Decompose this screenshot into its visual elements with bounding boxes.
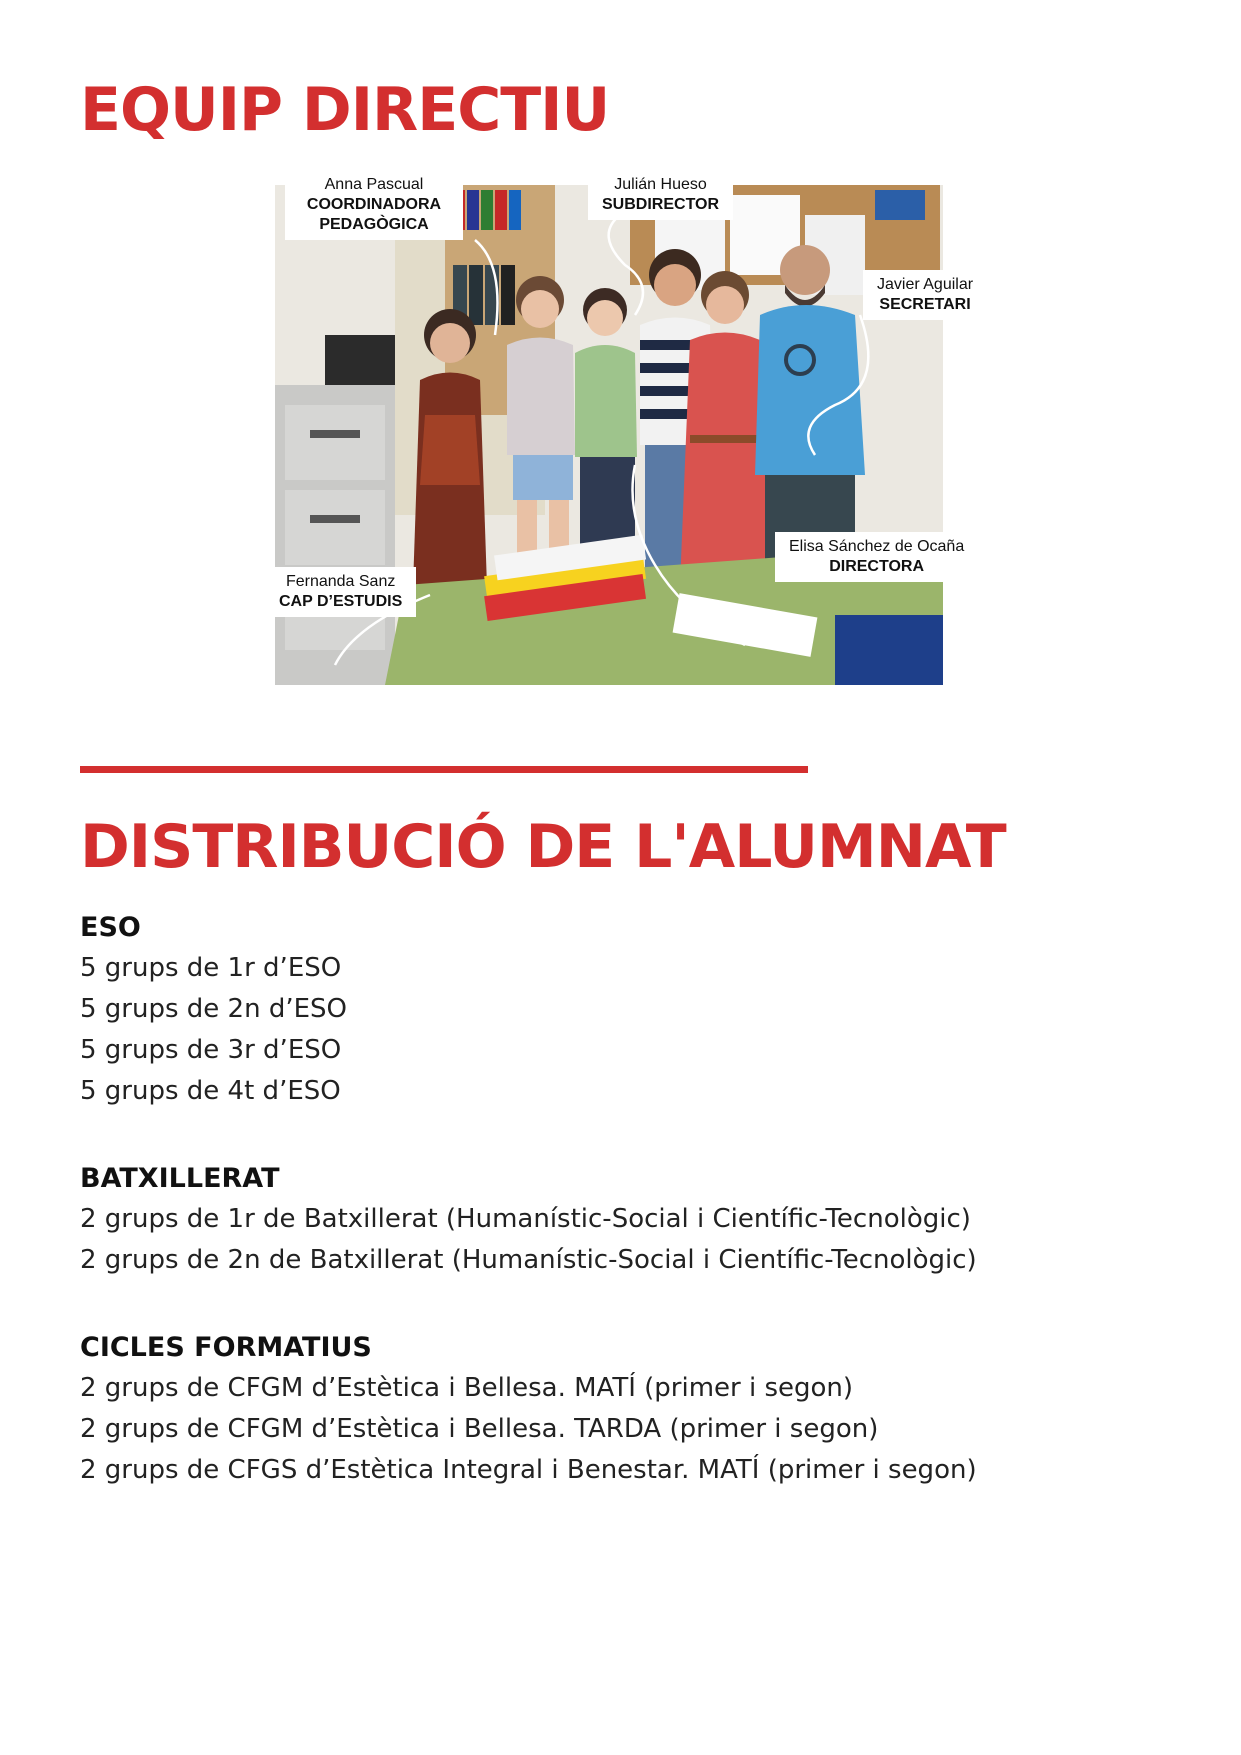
elisa-role: DIRECTORA bbox=[829, 558, 925, 575]
list-item: 2 grups de CFGM d’Estètica i Bellesa. TARDA (primer i segon) bbox=[80, 1414, 879, 1444]
list-item: 5 grups de 2n d’ESO bbox=[80, 994, 348, 1024]
section-title: DISTRIBUCIÓ DE L'ALUMNAT bbox=[80, 812, 1006, 882]
list-item: 5 grups de 4t d’ESO bbox=[80, 1076, 341, 1106]
group-eso bbox=[80, 907, 1180, 1112]
list-item: 5 grups de 1r d’ESO bbox=[80, 953, 342, 983]
list-item: 2 grups de CFGS d’Estètica Integral i Benestar. MATÍ (primer i segon) bbox=[80, 1455, 977, 1485]
team-photo bbox=[275, 176, 974, 685]
group-heading: BATXILLERAT bbox=[80, 1163, 280, 1194]
list-item: 2 grups de 2n de Batxillerat (Humanístic-Social i Científic-Tecnològic) bbox=[80, 1245, 977, 1275]
julian-role: SUBDIRECTOR bbox=[602, 196, 720, 213]
label-anna-pascual bbox=[285, 170, 463, 240]
elisa-name: Elisa Sánchez de Ocaña bbox=[789, 538, 965, 555]
label-javier-aguilar bbox=[863, 270, 987, 320]
list-item: 2 grups de CFGM d’Estètica i Bellesa. MATÍ (primer i segon) bbox=[80, 1373, 854, 1403]
group-batxillerat bbox=[80, 1158, 1180, 1281]
julian-name: Julián Hueso bbox=[614, 176, 707, 193]
label-julian-hueso bbox=[588, 170, 733, 220]
list-item: 5 grups de 3r d’ESO bbox=[80, 1035, 342, 1065]
javier-name: Javier Aguilar bbox=[877, 276, 974, 293]
group-heading: ESO bbox=[80, 912, 141, 943]
anna-name: Anna Pascual bbox=[324, 176, 424, 193]
section-divider bbox=[80, 766, 808, 773]
fernanda-name: Fernanda Sanz bbox=[285, 573, 396, 590]
page-title: EQUIP DIRECTIU bbox=[80, 75, 610, 145]
label-fernanda-sanz bbox=[265, 567, 416, 617]
javier-role: SECRETARI bbox=[879, 296, 971, 313]
fernanda-role: CAP D’ESTUDIS bbox=[279, 593, 403, 610]
list-item: 2 grups de 1r de Batxillerat (Humanístic-Social i Científic-Tecnològic) bbox=[80, 1204, 971, 1234]
group-cicles-formatius bbox=[80, 1327, 1180, 1491]
anna-role: COORDINADORA PEDAGÒGICA bbox=[306, 196, 442, 233]
label-elisa-sanchez bbox=[775, 532, 978, 582]
group-heading: CICLES FORMATIUS bbox=[80, 1332, 372, 1363]
